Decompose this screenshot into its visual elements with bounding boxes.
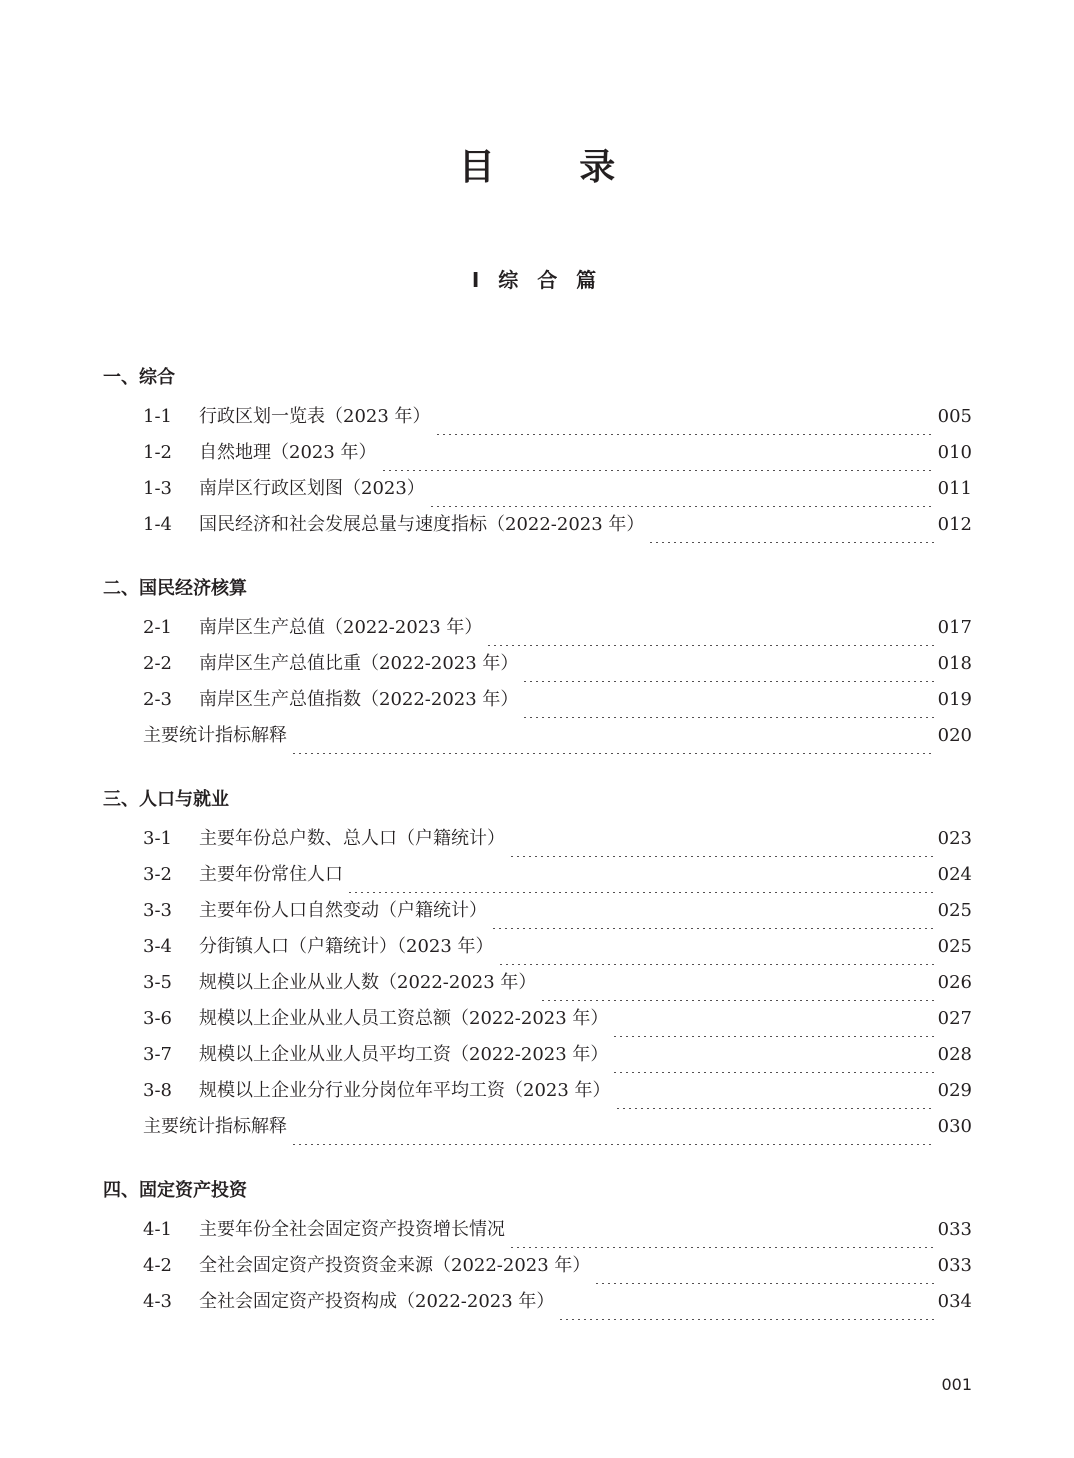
entry-page: 026: [937, 972, 972, 993]
entry-page: 033: [937, 1219, 972, 1240]
entry-title: 主要年份总户数、总人口（户籍统计）: [199, 828, 505, 849]
dot-leader: [486, 610, 933, 646]
entry-number: 3-7: [143, 1044, 172, 1065]
toc-entry[interactable]: [143, 1284, 972, 1320]
dot-leader: [509, 821, 934, 857]
entry-title: 全社会固定资产投资构成（2022-2023 年）: [199, 1291, 555, 1312]
entry-page: 023: [937, 828, 972, 849]
entry-page: 025: [937, 900, 972, 921]
entry-page: 027: [937, 1008, 972, 1029]
entry-page: 010: [937, 442, 972, 463]
dot-leader: [435, 399, 934, 435]
entry-title: 主要年份人口自然变动（户籍统计）: [199, 900, 487, 921]
dot-leader: [612, 1001, 933, 1037]
entry-number: 1-1: [143, 406, 172, 427]
entry-number: 2-1: [143, 617, 172, 638]
entry-page: 034: [937, 1291, 972, 1312]
entry-page: 024: [937, 864, 972, 885]
toc-entry[interactable]: [143, 1212, 972, 1248]
section-heading: 三、人口与就业: [103, 789, 229, 810]
entry-title: 全社会固定资产投资资金来源（2022-2023 年）: [199, 1255, 591, 1276]
entry-number: 3-4: [143, 936, 172, 957]
entry-page: 012: [937, 514, 972, 535]
entry-number: 4-1: [143, 1219, 172, 1240]
dot-leader: [291, 718, 934, 754]
entry-title: 规模以上企业从业人员平均工资（2022-2023 年）: [199, 1044, 609, 1065]
entry-number: 4-3: [143, 1291, 172, 1312]
entry-title: 南岸区行政区划图（2023）: [199, 478, 425, 499]
dot-leader: [381, 435, 934, 471]
entry-title: 规模以上企业从业人数（2022-2023 年）: [199, 972, 537, 993]
toc-entry[interactable]: [143, 507, 972, 543]
entry-page: 011: [937, 478, 972, 499]
entry-number: 1-3: [143, 478, 172, 499]
entry-number: 1-2: [143, 442, 172, 463]
entry-page: 033: [937, 1255, 972, 1276]
entry-number: 1-4: [143, 514, 172, 535]
dot-leader: [612, 1037, 933, 1073]
toc-entry[interactable]: [143, 929, 972, 965]
entry-number: 3-5: [143, 972, 172, 993]
entry-title: 自然地理（2023 年）: [199, 442, 377, 463]
dot-leader: [429, 471, 934, 507]
entry-title: 主要年份全社会固定资产投资增长情况: [199, 1219, 505, 1240]
dot-leader: [522, 646, 933, 682]
dot-leader: [291, 1109, 934, 1145]
toc-entry[interactable]: [143, 682, 972, 718]
entry-page: 019: [937, 689, 972, 710]
entry-number: 3-2: [143, 864, 172, 885]
toc-entry[interactable]: [143, 646, 972, 682]
toc-entry[interactable]: [143, 857, 972, 893]
entry-title: 分街镇人口（户籍统计）（2023 年）: [199, 936, 494, 957]
entry-number: 3-3: [143, 900, 172, 921]
entry-number: 4-2: [143, 1255, 172, 1276]
dot-leader: [522, 682, 933, 718]
dot-leader: [540, 965, 933, 1001]
toc-entry[interactable]: [143, 718, 972, 754]
entry-number: 2-3: [143, 689, 172, 710]
entry-title: 南岸区生产总值（2022-2023 年）: [199, 617, 483, 638]
entry-number: 3-6: [143, 1008, 172, 1029]
entry-title: 主要统计指标解释: [143, 725, 287, 746]
toc-entry[interactable]: [143, 471, 972, 507]
dot-leader: [558, 1284, 933, 1320]
entry-page: 018: [937, 653, 972, 674]
page-title: 目 录: [458, 147, 652, 188]
section-heading: 一、综合: [103, 367, 175, 388]
dot-leader: [594, 1248, 933, 1284]
section-heading: 四、固定资产投资: [103, 1180, 247, 1201]
entry-title: 国民经济和社会发展总量与速度指标（2022-2023 年）: [199, 514, 645, 535]
entry-title: 南岸区生产总值指数（2022-2023 年）: [199, 689, 519, 710]
entry-title: 行政区划一览表（2023 年）: [199, 406, 431, 427]
entry-page: 005: [937, 406, 972, 427]
toc-entry[interactable]: [143, 821, 972, 857]
entry-page: 017: [937, 617, 972, 638]
section-heading: 二、国民经济核算: [103, 578, 247, 599]
entry-number: 3-8: [143, 1080, 172, 1101]
entry-number: 3-1: [143, 828, 172, 849]
dot-leader: [498, 929, 934, 965]
entry-title: 主要年份常住人口: [199, 864, 343, 885]
entry-title: 规模以上企业分行业分岗位年平均工资（2023 年）: [199, 1080, 611, 1101]
dot-leader: [648, 507, 933, 543]
entry-page: 028: [937, 1044, 972, 1065]
entry-title: 主要统计指标解释: [143, 1116, 287, 1137]
entry-page: 029: [937, 1080, 972, 1101]
toc-entry[interactable]: [143, 1001, 972, 1037]
toc-entry[interactable]: [143, 399, 972, 435]
entry-number: 2-2: [143, 653, 172, 674]
dot-leader: [509, 1212, 934, 1248]
entry-page: 025: [937, 936, 972, 957]
toc-entry[interactable]: [143, 1248, 972, 1284]
toc-entry[interactable]: [143, 1073, 972, 1109]
toc-entry[interactable]: [143, 610, 972, 646]
toc-entry[interactable]: [143, 1037, 972, 1073]
entry-page: 030: [937, 1116, 972, 1137]
entry-title: 南岸区生产总值比重（2022-2023 年）: [199, 653, 519, 674]
entry-title: 规模以上企业从业人员工资总额（2022-2023 年）: [199, 1008, 609, 1029]
entry-page: 020: [937, 725, 972, 746]
part-heading: Ⅰ 综 合 篇: [471, 268, 603, 292]
page-number: 001: [941, 1375, 972, 1394]
toc-entry[interactable]: [143, 1109, 972, 1145]
toc-entry[interactable]: [143, 435, 972, 471]
dot-leader: [491, 893, 934, 929]
dot-leader: [347, 857, 934, 893]
dot-leader: [615, 1073, 934, 1109]
toc-entry[interactable]: [143, 893, 972, 929]
toc-entry[interactable]: [143, 965, 972, 1001]
